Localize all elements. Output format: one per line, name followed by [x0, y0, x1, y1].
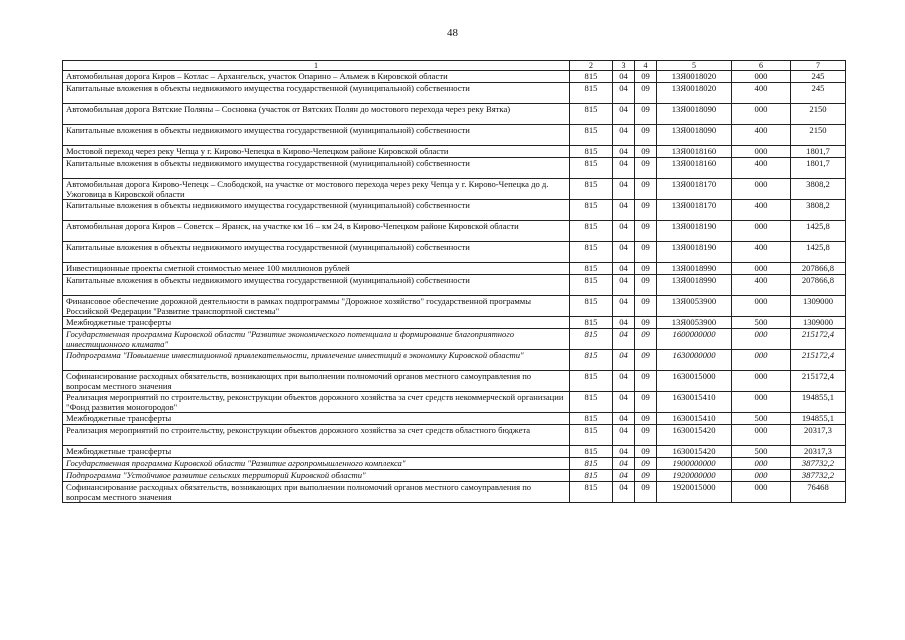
ministry-code-cell: 815 [570, 446, 613, 458]
subsection-code-cell: 09 [635, 200, 657, 221]
section-code-cell: 04 [613, 263, 635, 275]
section-code-cell: 04 [613, 242, 635, 263]
ministry-code-cell: 815 [570, 425, 613, 446]
amount-cell: 194855,1 [791, 413, 846, 425]
ministry-code-cell: 815 [570, 470, 613, 482]
row-name-cell: Инвестиционные проекты сметной стоимостью менее 100 миллионов рублей [63, 263, 570, 275]
amount-cell: 2150 [791, 125, 846, 146]
subsection-code-cell: 09 [635, 350, 657, 371]
table-row [63, 146, 846, 158]
ministry-code-cell: 815 [570, 482, 613, 503]
amount-cell: 387732,2 [791, 470, 846, 482]
target-article-cell: 13Я0018190 [657, 242, 732, 263]
row-name-cell: Капитальные вложения в объекты недвижимого имущества государственной (муниципальной) собственности [63, 83, 570, 104]
expense-type-cell: 000 [732, 146, 791, 158]
section-code-cell: 04 [613, 104, 635, 125]
row-name-cell: Мостовой переход через реку Чепца у г. Кирово-Чепецка в Кирово-Чепецком районе Кировской области [63, 146, 570, 158]
expense-type-cell: 000 [732, 296, 791, 317]
subsection-code-cell: 09 [635, 296, 657, 317]
ministry-code-cell: 815 [570, 413, 613, 425]
table-row [63, 71, 846, 83]
table-row [63, 263, 846, 275]
row-name-cell: Автомобильная дорога Кирово-Чепецк – Слободской, на участке от мостового перехода через реку Чепца у г. Кирово-Чепецка до д. Ужоговица в Кировской области [63, 179, 570, 200]
table-row [63, 200, 846, 221]
table-row [63, 446, 846, 458]
amount-cell: 1425,8 [791, 221, 846, 242]
ministry-code-cell: 815 [570, 392, 613, 413]
table-row [63, 392, 846, 413]
amount-cell: 245 [791, 71, 846, 83]
subsection-code-cell: 09 [635, 371, 657, 392]
expense-type-cell: 400 [732, 125, 791, 146]
target-article-cell: 13Я0018990 [657, 275, 732, 296]
target-article-cell: 1630015000 [657, 371, 732, 392]
expense-type-cell: 000 [732, 458, 791, 470]
section-code-cell: 04 [613, 413, 635, 425]
target-article-cell: 1920000000 [657, 470, 732, 482]
table-row [63, 482, 846, 503]
column-number: 7 [791, 61, 846, 71]
subsection-code-cell: 09 [635, 482, 657, 503]
column-number: 6 [732, 61, 791, 71]
expense-type-cell: 000 [732, 221, 791, 242]
expense-type-cell: 000 [732, 263, 791, 275]
row-name-cell: Автомобильная дорога Вятские Поляны – Сосновка (участок от Вятских Полян до мостового перехода через реку Вятка) [63, 104, 570, 125]
ministry-code-cell: 815 [570, 221, 613, 242]
expense-type-cell: 400 [732, 200, 791, 221]
section-code-cell: 04 [613, 470, 635, 482]
expense-type-cell: 000 [732, 470, 791, 482]
expense-type-cell: 400 [732, 83, 791, 104]
ministry-code-cell: 815 [570, 296, 613, 317]
amount-cell: 20317,3 [791, 425, 846, 446]
row-name-cell: Капитальные вложения в объекты недвижимого имущества государственной (муниципальной) собственности [63, 125, 570, 146]
target-article-cell: 13Я0018090 [657, 104, 732, 125]
section-code-cell: 04 [613, 200, 635, 221]
table-row [63, 221, 846, 242]
table-row [63, 296, 846, 317]
row-name-cell: Реализация мероприятий по строительству, реконструкции объектов дорожного хозяйства за счет средств областного бюджета [63, 425, 570, 446]
expense-type-cell: 500 [732, 446, 791, 458]
ministry-code-cell: 815 [570, 350, 613, 371]
row-name-cell: Капитальные вложения в объекты недвижимого имущества государственной (муниципальной) собственности [63, 200, 570, 221]
section-code-cell: 04 [613, 329, 635, 350]
expense-type-cell: 400 [732, 275, 791, 296]
row-name-cell: Государственная программа Кировской области "Развитие агропромышленного комплекса" [63, 458, 570, 470]
section-code-cell: 04 [613, 458, 635, 470]
expense-type-cell: 500 [732, 413, 791, 425]
target-article-cell: 13Я0018170 [657, 179, 732, 200]
section-code-cell: 04 [613, 425, 635, 446]
subsection-code-cell: 09 [635, 221, 657, 242]
row-name-cell: Государственная программа Кировской области "Развитие экономического потенциала и формирование благоприятного инвестиционного климата" [63, 329, 570, 350]
subsection-code-cell: 09 [635, 413, 657, 425]
ministry-code-cell: 815 [570, 317, 613, 329]
target-article-cell: 13Я0018170 [657, 200, 732, 221]
subsection-code-cell: 09 [635, 104, 657, 125]
amount-cell: 1309000 [791, 317, 846, 329]
target-article-cell: 1630015420 [657, 425, 732, 446]
target-article-cell: 13Я0018990 [657, 263, 732, 275]
subsection-code-cell: 09 [635, 329, 657, 350]
table-row [63, 179, 846, 200]
ministry-code-cell: 815 [570, 158, 613, 179]
amount-cell: 3808,2 [791, 200, 846, 221]
subsection-code-cell: 09 [635, 71, 657, 83]
expense-type-cell: 000 [732, 71, 791, 83]
section-code-cell: 04 [613, 371, 635, 392]
row-name-cell: Софинансирование расходных обязательств, возникающих при выполнении полномочий органов местного самоуправления по вопросам местного значения [63, 482, 570, 503]
section-code-cell: 04 [613, 83, 635, 104]
subsection-code-cell: 09 [635, 146, 657, 158]
amount-cell: 207866,8 [791, 275, 846, 296]
column-number: 3 [613, 61, 635, 71]
subsection-code-cell: 09 [635, 458, 657, 470]
ministry-code-cell: 815 [570, 242, 613, 263]
subsection-code-cell: 09 [635, 125, 657, 146]
budget-table-body [63, 61, 846, 503]
amount-cell: 215172,4 [791, 329, 846, 350]
subsection-code-cell: 09 [635, 446, 657, 458]
ministry-code-cell: 815 [570, 458, 613, 470]
row-name-cell: Автомобильная дорога Киров – Котлас – Архангельск, участок Опарино – Альмеж в Кировской области [63, 71, 570, 83]
section-code-cell: 04 [613, 392, 635, 413]
table-row [63, 104, 846, 125]
target-article-cell: 13Я0053900 [657, 317, 732, 329]
subsection-code-cell: 09 [635, 425, 657, 446]
section-code-cell: 04 [613, 317, 635, 329]
target-article-cell: 13Я0018190 [657, 221, 732, 242]
amount-cell: 215172,4 [791, 350, 846, 371]
target-article-cell: 13Я0018020 [657, 83, 732, 104]
column-number: 1 [63, 61, 570, 71]
table-row [63, 371, 846, 392]
section-code-cell: 04 [613, 482, 635, 503]
row-name-cell: Межбюджетные трансферты [63, 446, 570, 458]
ministry-code-cell: 815 [570, 71, 613, 83]
amount-cell: 3808,2 [791, 179, 846, 200]
row-name-cell: Подпрограмма "Устойчивое развитие сельских территорий Кировской области" [63, 470, 570, 482]
expense-type-cell: 000 [732, 104, 791, 125]
ministry-code-cell: 815 [570, 275, 613, 296]
target-article-cell: 1630015410 [657, 392, 732, 413]
table-row [63, 413, 846, 425]
table-row [63, 350, 846, 371]
target-article-cell: 1630000000 [657, 350, 732, 371]
subsection-code-cell: 09 [635, 83, 657, 104]
expense-type-cell: 000 [732, 425, 791, 446]
section-code-cell: 04 [613, 125, 635, 146]
budget-table [62, 60, 846, 503]
expense-type-cell: 400 [732, 158, 791, 179]
section-code-cell: 04 [613, 146, 635, 158]
table-row [63, 125, 846, 146]
subsection-code-cell: 09 [635, 275, 657, 296]
section-code-cell: 04 [613, 221, 635, 242]
ministry-code-cell: 815 [570, 179, 613, 200]
section-code-cell: 04 [613, 179, 635, 200]
expense-type-cell: 000 [732, 329, 791, 350]
section-code-cell: 04 [613, 350, 635, 371]
amount-cell: 1801,7 [791, 158, 846, 179]
table-row [63, 458, 846, 470]
target-article-cell: 13Я0018090 [657, 125, 732, 146]
page-number: 48 [447, 27, 458, 39]
expense-type-cell: 400 [732, 242, 791, 263]
amount-cell: 1425,8 [791, 242, 846, 263]
target-article-cell: 13Я0018160 [657, 158, 732, 179]
expense-type-cell: 000 [732, 482, 791, 503]
expense-type-cell: 000 [732, 392, 791, 413]
section-code-cell: 04 [613, 296, 635, 317]
table-row [63, 425, 846, 446]
target-article-cell: 13Я0053900 [657, 296, 732, 317]
section-code-cell: 04 [613, 275, 635, 296]
ministry-code-cell: 815 [570, 371, 613, 392]
ministry-code-cell: 815 [570, 104, 613, 125]
section-code-cell: 04 [613, 71, 635, 83]
subsection-code-cell: 09 [635, 158, 657, 179]
subsection-code-cell: 09 [635, 179, 657, 200]
amount-cell: 387732,2 [791, 458, 846, 470]
subsection-code-cell: 09 [635, 263, 657, 275]
ministry-code-cell: 815 [570, 83, 613, 104]
table-row [63, 317, 846, 329]
ministry-code-cell: 815 [570, 329, 613, 350]
target-article-cell: 1900000000 [657, 458, 732, 470]
target-article-cell: 13Я0018160 [657, 146, 732, 158]
amount-cell: 1801,7 [791, 146, 846, 158]
table-row [63, 158, 846, 179]
row-name-cell: Межбюджетные трансферты [63, 413, 570, 425]
amount-cell: 245 [791, 83, 846, 104]
target-article-cell: 1600000000 [657, 329, 732, 350]
amount-cell: 207866,8 [791, 263, 846, 275]
target-article-cell: 1920015000 [657, 482, 732, 503]
amount-cell: 1309000 [791, 296, 846, 317]
amount-cell: 2150 [791, 104, 846, 125]
ministry-code-cell: 815 [570, 200, 613, 221]
target-article-cell: 1630015420 [657, 446, 732, 458]
expense-type-cell: 000 [732, 350, 791, 371]
amount-cell: 194855,1 [791, 392, 846, 413]
table-row [63, 470, 846, 482]
row-name-cell: Подпрограмма "Повышение инвестиционной привлекательности, привлечение инвестиций в экономику Кировской области" [63, 350, 570, 371]
column-number: 4 [635, 61, 657, 71]
ministry-code-cell: 815 [570, 125, 613, 146]
row-name-cell: Капитальные вложения в объекты недвижимого имущества государственной (муниципальной) собственности [63, 275, 570, 296]
row-name-cell: Реализация мероприятий по строительству, реконструкции объектов дорожного хозяйства за счет средств некоммерческой организации "Фонд развития моногородов" [63, 392, 570, 413]
section-code-cell: 04 [613, 158, 635, 179]
table-row [63, 275, 846, 296]
row-name-cell: Межбюджетные трансферты [63, 317, 570, 329]
expense-type-cell: 000 [732, 371, 791, 392]
ministry-code-cell: 815 [570, 263, 613, 275]
table-row [63, 329, 846, 350]
ministry-code-cell: 815 [570, 146, 613, 158]
row-name-cell: Капитальные вложения в объекты недвижимого имущества государственной (муниципальной) собственности [63, 242, 570, 263]
column-number: 2 [570, 61, 613, 71]
subsection-code-cell: 09 [635, 317, 657, 329]
amount-cell: 215172,4 [791, 371, 846, 392]
table-row [63, 242, 846, 263]
row-name-cell: Автомобильная дорога Киров – Советск – Яранск, на участке км 16 – км 24, в Кирово-Чепецком районе Кировской области [63, 221, 570, 242]
subsection-code-cell: 09 [635, 392, 657, 413]
column-number-row [63, 61, 846, 71]
target-article-cell: 1630015410 [657, 413, 732, 425]
subsection-code-cell: 09 [635, 470, 657, 482]
table-row [63, 83, 846, 104]
row-name-cell: Софинансирование расходных обязательств, возникающих при выполнении полномочий органов местного самоуправления по вопросам местного значения [63, 371, 570, 392]
expense-type-cell: 000 [732, 179, 791, 200]
row-name-cell: Капитальные вложения в объекты недвижимого имущества государственной (муниципальной) собственности [63, 158, 570, 179]
subsection-code-cell: 09 [635, 242, 657, 263]
expense-type-cell: 500 [732, 317, 791, 329]
amount-cell: 76468 [791, 482, 846, 503]
target-article-cell: 13Я0018020 [657, 71, 732, 83]
row-name-cell: Финансовое обеспечение дорожной деятельности в рамках подпрограммы "Дорожное хозяйство" государственной программы Российской Федерации "Развитие транспортной системы" [63, 296, 570, 317]
section-code-cell: 04 [613, 446, 635, 458]
amount-cell: 20317,3 [791, 446, 846, 458]
column-number: 5 [657, 61, 732, 71]
